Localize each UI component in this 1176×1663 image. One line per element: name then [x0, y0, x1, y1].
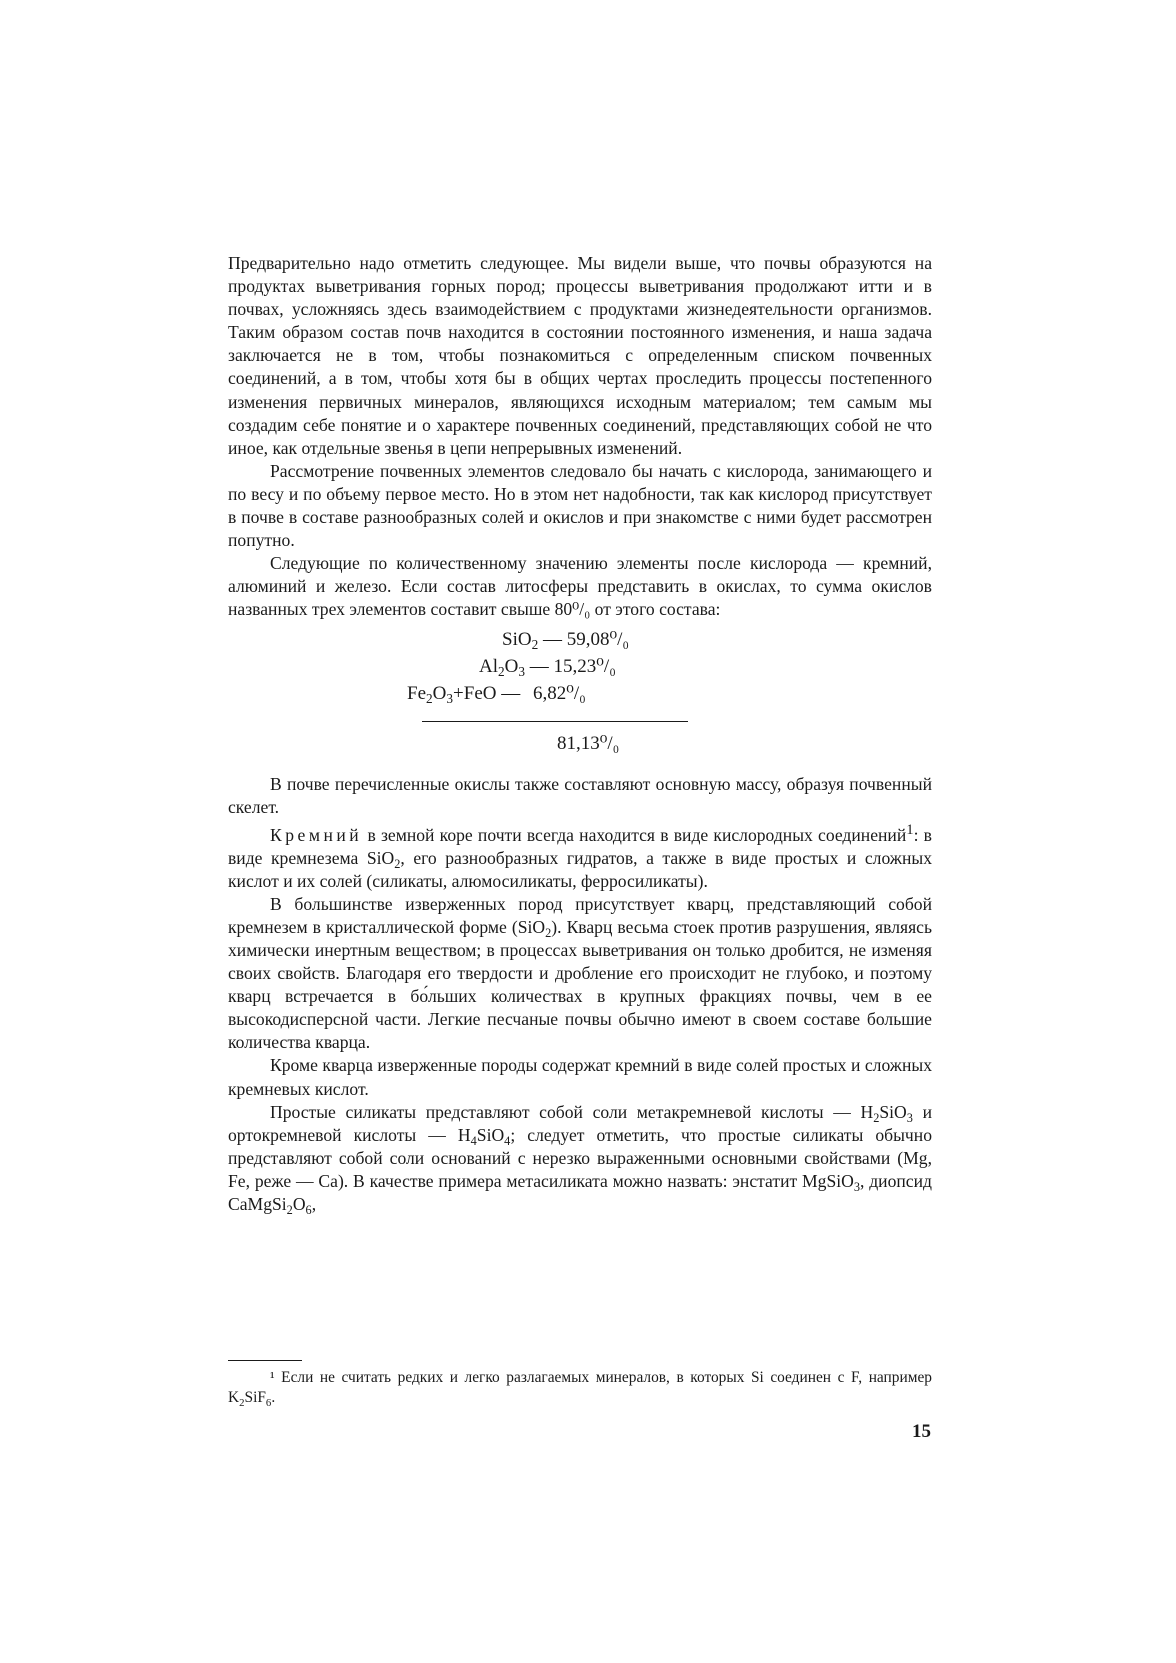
paragraph-elements: Следующие по количественному значению элементы после кислорода — кремний, алюминий и железо. Если состав литосферы представить в окислах, то сумма окислов названных трех элементов составит свыше 80⁰/₀ от этого состава: — [228, 553, 932, 620]
formula-sum-line — [422, 721, 688, 722]
footnote-mark: ¹ — [270, 1369, 275, 1386]
paragraph-silicic-acids: Кроме кварца изверженные породы содержат кремний в виде солей простых и сложных кремневых кислот. — [228, 1055, 932, 1099]
paragraph-silicon: Кремний в земной коре почти всегда находится в виде кислородных соединений$^1$: в виде кремнезема SiO$_2$, его разнообразных гидратов, а также в виде простых и сложных кислот и их солей (силикаты, алюмосиликаты, ферросиликаты). — [228, 821, 932, 891]
formula-row-fe2o3-feo: $Fe_2O_3+FeO$ — 6,82⁰/₀ — [407, 682, 586, 706]
paragraph-intro: Предварительно надо отметить следующее. Мы видели выше, что почвы образуются на продуктах выветривания горных пород; процессы выветривания продолжают итти и в почвах, усложняясь здесь взаимодействием с продуктами жизнедеятельности организмов. Таким образом состав почв находится в состоянии постоянного изменения, и наша задача заключается не в том, чтобы познакомиться с определенным списком почвенных соединений, а в том, чтобы хотя бы в общих чертах проследить процессы постепенного изменения первичных минералов, являющихся исходным материалом; тем самым мы создадим себе понятие и о характере почвенных соединений, представляющих собой не что иное, как отдельные звенья в цепи непрерывных изменений. — [228, 253, 932, 458]
paragraph-oxygen: Рассмотрение почвенных элементов следовало бы начать с кислорода, занимающего и по весу и по объему первое место. Но в этом нет надобности, так как кислород присутствует в почве в составе разнообразных солей и окислов и при знакомстве с ними будет рассмотрен попутно. — [228, 460, 932, 551]
main-text — [228, 252, 932, 1216]
paragraph-soil-skeleton: В почве перечисленные окислы также составляют основную массу, образуя почвенный скелет. — [228, 773, 932, 817]
formula-row-sio2: SiO$_2$ — 59,08⁰/₀ — [502, 628, 630, 652]
formula-row-al2o3: $Al_2O_3$ — 15,23⁰/₀ — [479, 655, 616, 679]
term-silicon: Кремний — [270, 824, 363, 845]
footnote-reference: 1 — [906, 821, 914, 838]
oxide-composition-formula — [228, 628, 932, 761]
footnote-separator — [228, 1360, 302, 1361]
paragraph-quartz: В большинстве изверженных пород присутствует кварц, представляющий собой кремнезем в кристаллической форме (SiO$_2$). Кварц весьма стоек против разрушения, являясь химически инертным веществом; в процессах выветривания он только дробится, не изменяя своих свойств. Благодаря его твердости и дробление его происходит не глубоко, и поэтому кварц встречается в бо́льших количествах в крупных фракциях почвы, чем в ее высокодисперсной части. Легкие песчаные почвы обычно имеют в своем составе большие количества кварца. — [228, 893, 933, 1053]
formula-total: 81,13⁰/₀ — [557, 732, 620, 754]
page-number: 15 — [912, 1421, 931, 1442]
paragraph-simple-silicates: Простые силикаты представляют собой соли метакремневой кислоты — $H_2SiO_3$ и ортокремневой кислоты — $H_4SiO_4$; следует отметить, что простые силикаты обычно представляют собой соли оснований с нерезко выраженными основными свойствами (Mg, Fe, реже — Ca). В качестве примера метасиликата можно назвать: энстатит MgSiO$_3$, диопсид $CaMgSi_2O_6$, — [228, 1101, 932, 1218]
footnote: ¹ Если не считать редких и легко разлагаемых минералов, в которых Si соединен с F, например $K_2SiF_6$. — [228, 1369, 932, 1409]
